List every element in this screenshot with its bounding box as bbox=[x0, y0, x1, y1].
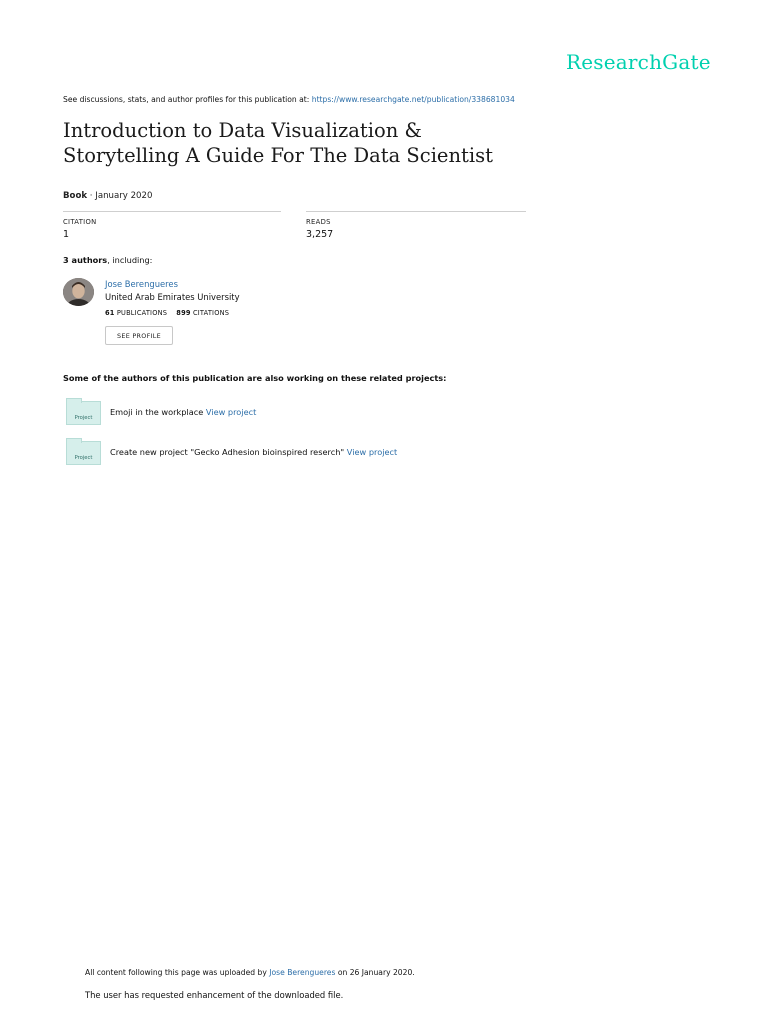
view-project-link[interactable]: View project bbox=[346, 447, 398, 457]
citation-label: CITATION bbox=[63, 218, 97, 226]
author-name-link[interactable]: Jose Berengueres bbox=[105, 279, 178, 289]
publication-date: January 2020 bbox=[95, 191, 153, 201]
author-avatar[interactable] bbox=[63, 278, 94, 306]
publication-meta bbox=[63, 191, 152, 201]
publication-type: Book bbox=[63, 191, 88, 201]
citations-label: CITATIONS bbox=[192, 309, 230, 317]
profile-notice bbox=[63, 95, 515, 104]
upload-suffix: on 26 January 2020. bbox=[337, 968, 415, 977]
citation-divider bbox=[63, 211, 281, 212]
view-project-link[interactable]: View project bbox=[205, 407, 257, 417]
meta-separator: · bbox=[87, 191, 96, 201]
upload-prefix: All content following this page was uploaded by bbox=[85, 968, 267, 977]
project-title: Emoji in the workplace bbox=[110, 407, 204, 417]
authors-suffix: , including: bbox=[107, 255, 153, 265]
reads-label: READS bbox=[306, 218, 331, 226]
title-line-2: Storytelling A Guide For The Data Scientist bbox=[63, 144, 493, 167]
publication-url-link[interactable]: https://www.researchgate.net/publication/338681034 bbox=[311, 95, 515, 104]
title-line-1: Introduction to Data Visualization & bbox=[63, 119, 422, 142]
author-stats bbox=[105, 309, 229, 317]
citations-count: 899 bbox=[176, 309, 191, 317]
reads-divider bbox=[306, 211, 526, 212]
profile-notice-text: See discussions, stats, and author profiles for this publication at: bbox=[63, 95, 310, 104]
related-projects-heading: Some of the authors of this publication are also working on these related projects: bbox=[63, 373, 447, 383]
avatar-portrait bbox=[63, 278, 94, 306]
author-institution: United Arab Emirates University bbox=[105, 292, 240, 302]
citation-count: 1 bbox=[63, 229, 70, 240]
publication-title bbox=[63, 118, 683, 168]
see-profile-button[interactable]: SEE PROFILE bbox=[105, 326, 173, 345]
uploader-link[interactable]: Jose Berengueres bbox=[269, 968, 336, 977]
project-item bbox=[110, 407, 256, 417]
project-item bbox=[110, 447, 397, 457]
upload-notice bbox=[85, 968, 415, 977]
publications-count: 61 bbox=[105, 309, 115, 317]
authors-heading bbox=[63, 255, 152, 265]
project-folder-icon[interactable]: Project bbox=[66, 401, 101, 425]
enhancement-notice: The user has requested enhancement of the downloaded file. bbox=[85, 990, 344, 1000]
authors-count: 3 authors bbox=[63, 255, 108, 265]
reads-count: 3,257 bbox=[306, 229, 334, 240]
publications-label: PUBLICATIONS bbox=[116, 309, 168, 317]
researchgate-logo[interactable]: ResearchGate bbox=[566, 50, 711, 74]
project-title: Create new project "Gecko Adhesion bioinspired reserch" bbox=[110, 447, 345, 457]
project-folder-icon[interactable]: Project bbox=[66, 441, 101, 465]
